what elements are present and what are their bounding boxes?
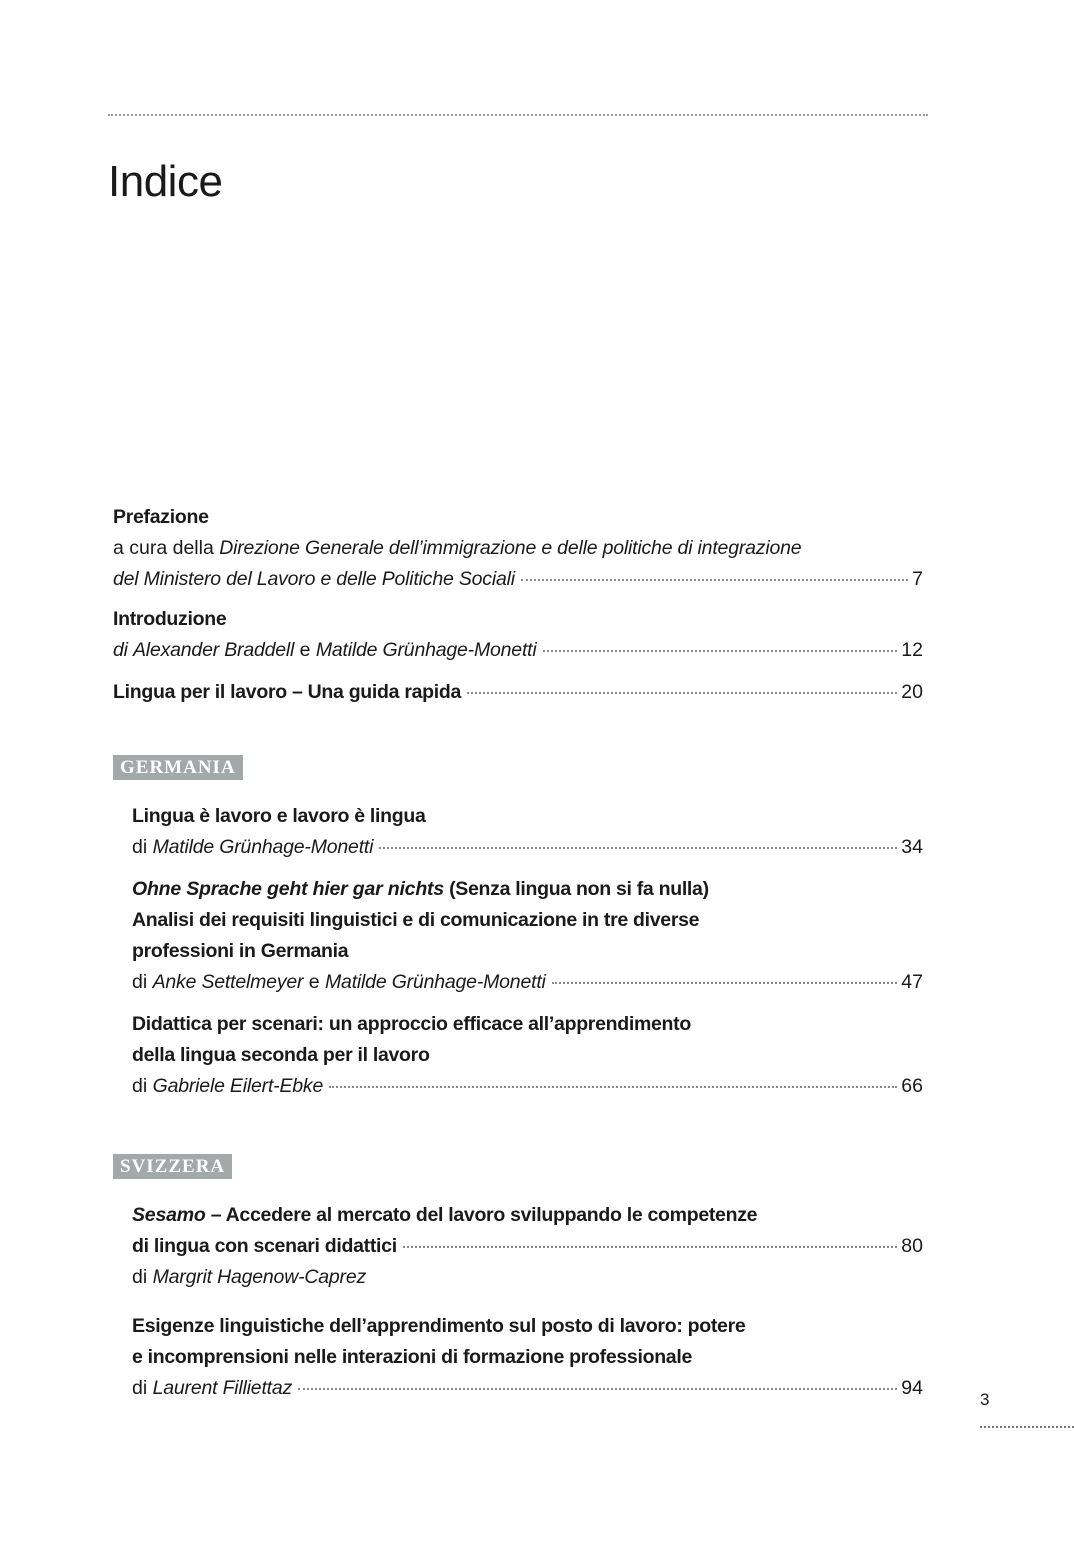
toc-entry-svizzera-1[interactable] [132,1200,923,1293]
entry-title: – Accedere al mercato del lavoro sviluppando le competenze [205,1204,758,1226]
dot-leader [298,1388,897,1390]
dot-leader [329,1086,897,1088]
toc-entry-svizzera-2[interactable] [132,1311,923,1404]
entry-prefix: a cura della [113,537,220,559]
toc-entry-germania-3[interactable] [132,1009,923,1102]
toc-entry-introduzione[interactable] [113,604,923,666]
section-label-germania: GERMANIA [113,755,243,780]
dot-leader [379,847,897,849]
toc-entry-guida[interactable] [113,677,923,708]
entry-editor: Direzione Generale dell’immigrazione e delle politiche di integrazione [219,537,802,559]
entry-title-cont: Analisi dei requisiti linguistici e di comunicazione in tre diverse [132,909,700,931]
entry-author: Anke Settelmeyer [152,971,304,993]
entry-title-italic: Sesamo [132,1204,206,1226]
page-ref: 7 [912,568,923,590]
entry-title-cont: della lingua seconda per il lavoro [132,1044,430,1066]
entry-title: Didattica per scenari: un approccio efficace all’apprendimento [132,1013,691,1035]
entry-by: di [132,1266,153,1288]
dot-leader [467,692,897,694]
page-ref: 34 [901,836,923,858]
page-ref: 47 [901,971,923,993]
page-ref: 94 [901,1377,923,1399]
table-of-contents [113,502,923,1404]
top-dotted-rule [108,114,928,116]
bottom-dotted-rule [980,1426,1074,1428]
page-ref: 66 [901,1075,923,1097]
entry-author: Gabriele Eilert-Ebke [152,1075,324,1097]
entry-title: Prefazione [113,506,209,528]
section-label-svizzera: SVIZZERA [113,1154,232,1179]
dot-leader [543,650,898,652]
entry-title-cont: di lingua con scenari didattici [132,1235,397,1257]
entry-author: Laurent Filliettaz [152,1377,293,1399]
entry-title: (Senza lingua non si fa nulla) [443,878,709,900]
page-ref: 80 [901,1235,923,1257]
entry-and: e [294,639,316,661]
entry-by: di [132,836,153,858]
page-ref: 20 [901,681,923,703]
entry-author: Matilde Grünhage-Monetti [315,639,537,661]
dot-leader [552,982,898,984]
entry-and: e [303,971,326,993]
entry-by: di [132,1377,153,1399]
toc-entry-germania-1[interactable] [132,801,923,863]
entry-by: di [113,639,133,661]
entry-title: Lingua è lavoro e lavoro è lingua [132,805,426,827]
dot-leader [403,1246,897,1248]
entry-title: Esigenze linguistiche dell’apprendimento sul posto di lavoro: potere [132,1315,746,1337]
toc-entry-prefazione[interactable] [113,502,923,595]
entry-title: Introduzione [113,608,227,630]
entry-title-cont: professioni in Germania [132,940,349,962]
toc-entry-germania-2[interactable] [132,874,923,998]
page-title: Indice [108,157,223,207]
entry-title-cont: e incomprensioni nelle interazioni di formazione professionale [132,1346,693,1368]
dot-leader [521,579,908,581]
entry-author: Alexander Braddell [133,639,295,661]
entry-title: Lingua per il lavoro – Una guida rapida [113,681,462,703]
page-ref: 12 [901,639,923,661]
page-number: 3 [980,1390,990,1409]
entry-author: Matilde Grünhage-Monetti [152,836,374,858]
entry-title-italic: Ohne Sprache geht hier gar nichts [132,878,444,900]
entry-author: Margrit Hagenow-Caprez [152,1266,367,1288]
entry-editor-cont: del Ministero del Lavoro e delle Politiche Sociali [113,568,515,590]
entry-by: di [132,971,153,993]
entry-by: di [132,1075,153,1097]
entry-author: Matilde Grünhage-Monetti [325,971,546,993]
